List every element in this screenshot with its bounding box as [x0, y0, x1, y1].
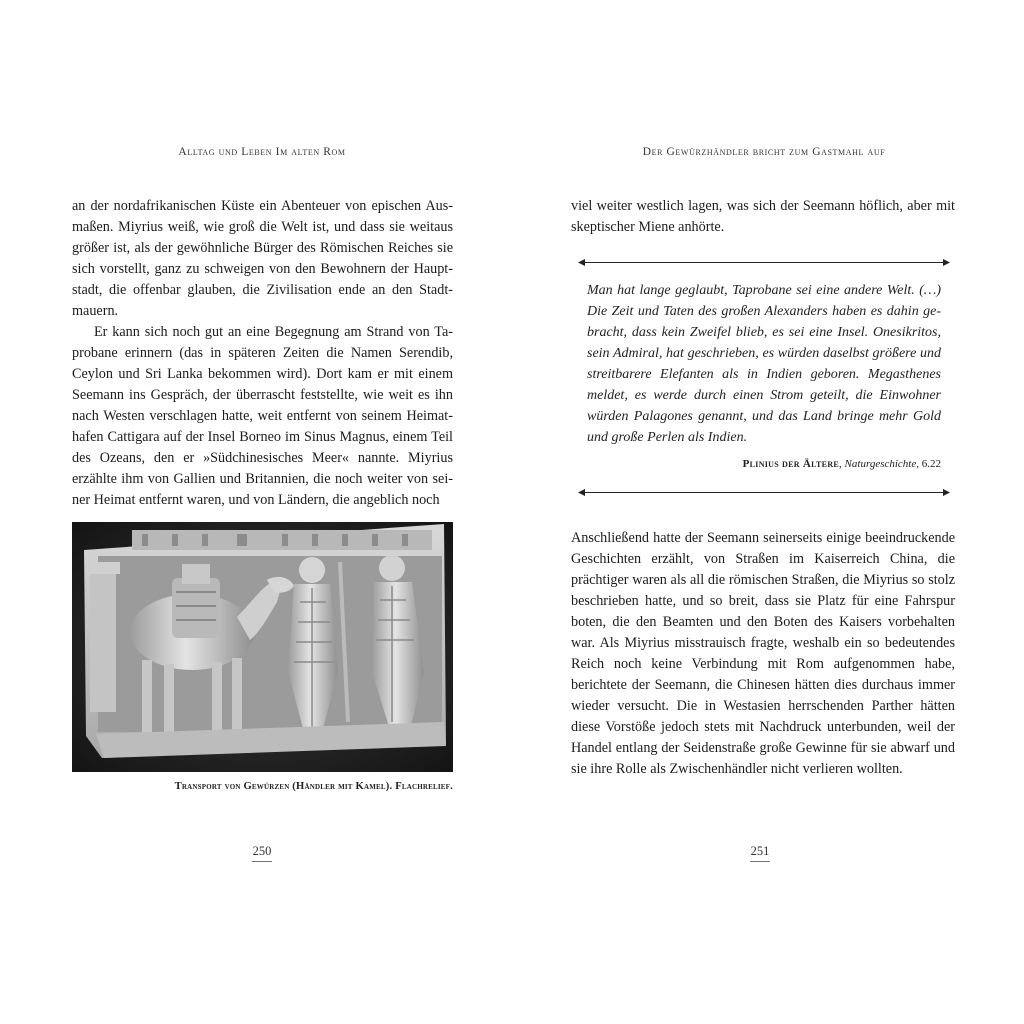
page-number-underline	[252, 861, 272, 862]
right-page	[512, 0, 1024, 1024]
double-arrow-rule-top	[578, 258, 950, 267]
running-head-right: Der Gewürzhändler bricht zum Gastmahl auf	[642, 146, 886, 158]
figure-caption: Transport von Gewürzen (Händler mit Kamel). Flachrelief.	[174, 781, 453, 792]
page-number-value: 250	[252, 844, 272, 858]
quote-reference: 6.22	[921, 458, 941, 470]
page-number-value: 251	[750, 844, 770, 858]
block-quote: Man hat lange geglaubt, Taprobane sei eine andere Welt. (…) Die Zeit und Taten des großen Alexanders haben es dahin gebracht, dass kein Zweifel blieb, es sei eine Insel. Onesikritos, sein Admiral, hat geschrieben, es würden daselbst größere und streitbarere Elefanten als in Indien geboren. Megasthenes meldet, es werde durch einen Strom geteilt, die Einwohner würden Palagones genannt, und das Land bringe mehr Gold und große Perlen als Indien.	[587, 283, 941, 445]
paragraph: Er kann sich noch gut an eine Begegnung am Strand von Taprobane erinnern (das in späteren Zeiten die Namen Serendib, Ceylon und Sri Lanka bekommen wird). Dort kam er mit einem Seemann ins Gespräch, der überrascht feststellte, wie weit es ihn nach Westen verschlagen hatte, weit entfernt von seinem Heimathafen Cattigara auf der Insel Borneo im Sinus Magnus, einem Teil des Ozeans, den er »Südchinesisches Meer« nannte. Miyrius erzählte ihm von Gallien und Britannien, die noch weiter von seiner Heimat entfernt waren, und von Ländern, die angeblich noch	[72, 324, 453, 508]
page-number-underline	[750, 861, 770, 862]
quote-work: Naturgeschichte,	[844, 458, 919, 470]
quote-author: Plinius der Ältere	[742, 458, 840, 470]
right-top-text	[571, 196, 955, 238]
left-body-text	[72, 196, 453, 511]
paragraph: an der nordafrikanischen Küste ein Abenteuer von epischen Ausmaßen. Miyrius weiß, wie groß die Welt ist, und dass sie weitaus größer ist, als der gewöhnliche Bürger des Römischen Reiches sie sich vorstellt, ganz zu schweigen von den Bewohnern der Hauptstadt, die offenbar glauben, die Zivilisation ende an den Stadtmauern.	[72, 198, 453, 319]
page-number-right	[740, 844, 780, 862]
paragraph: Anschließend hatte der Seemann seinerseits einige beeindruckende Geschichten erzählt, von Straßen im Kaiserreich China, die prächtiger waren als all die römischen Straßen, die Miyrius so stolz beschrieben hatte, und so breit, dass sie Platz für eine Fahrspur boten, die den Beamten und den Boten des Kaisers vorbehalten war. Als Miyrius misstrauisch fragte, weshalb ein so bedeutendes Reich noch keine Verbindung mit Rom aufgenommen habe, berichtete der Seemann, die Chinesen hätten dies durchaus immer wieder versucht. Die in Westasien herrschenden Parther hätten diese Vorstöße jedoch stets mit Nachdruck unterbunden, weil der Handel entlang der Seidenstraße große Gewinne für sie abwarf und sie ihre Rolle als Zwischenhändler nicht verlieren wollten.	[571, 530, 955, 777]
page-number-left	[242, 844, 282, 862]
relief-photograph	[72, 522, 453, 772]
quote-source: Plinius der Ältere, Naturgeschichte, 6.22	[742, 458, 941, 470]
running-head-left: Alltag und Leben Im alten Rom	[178, 146, 346, 158]
right-bottom-text	[571, 528, 955, 780]
paragraph: viel weiter westlich lagen, was sich der Seemann höflich, aber mit skeptischer Miene anhörte.	[571, 198, 955, 235]
double-arrow-rule-bottom	[578, 488, 950, 497]
